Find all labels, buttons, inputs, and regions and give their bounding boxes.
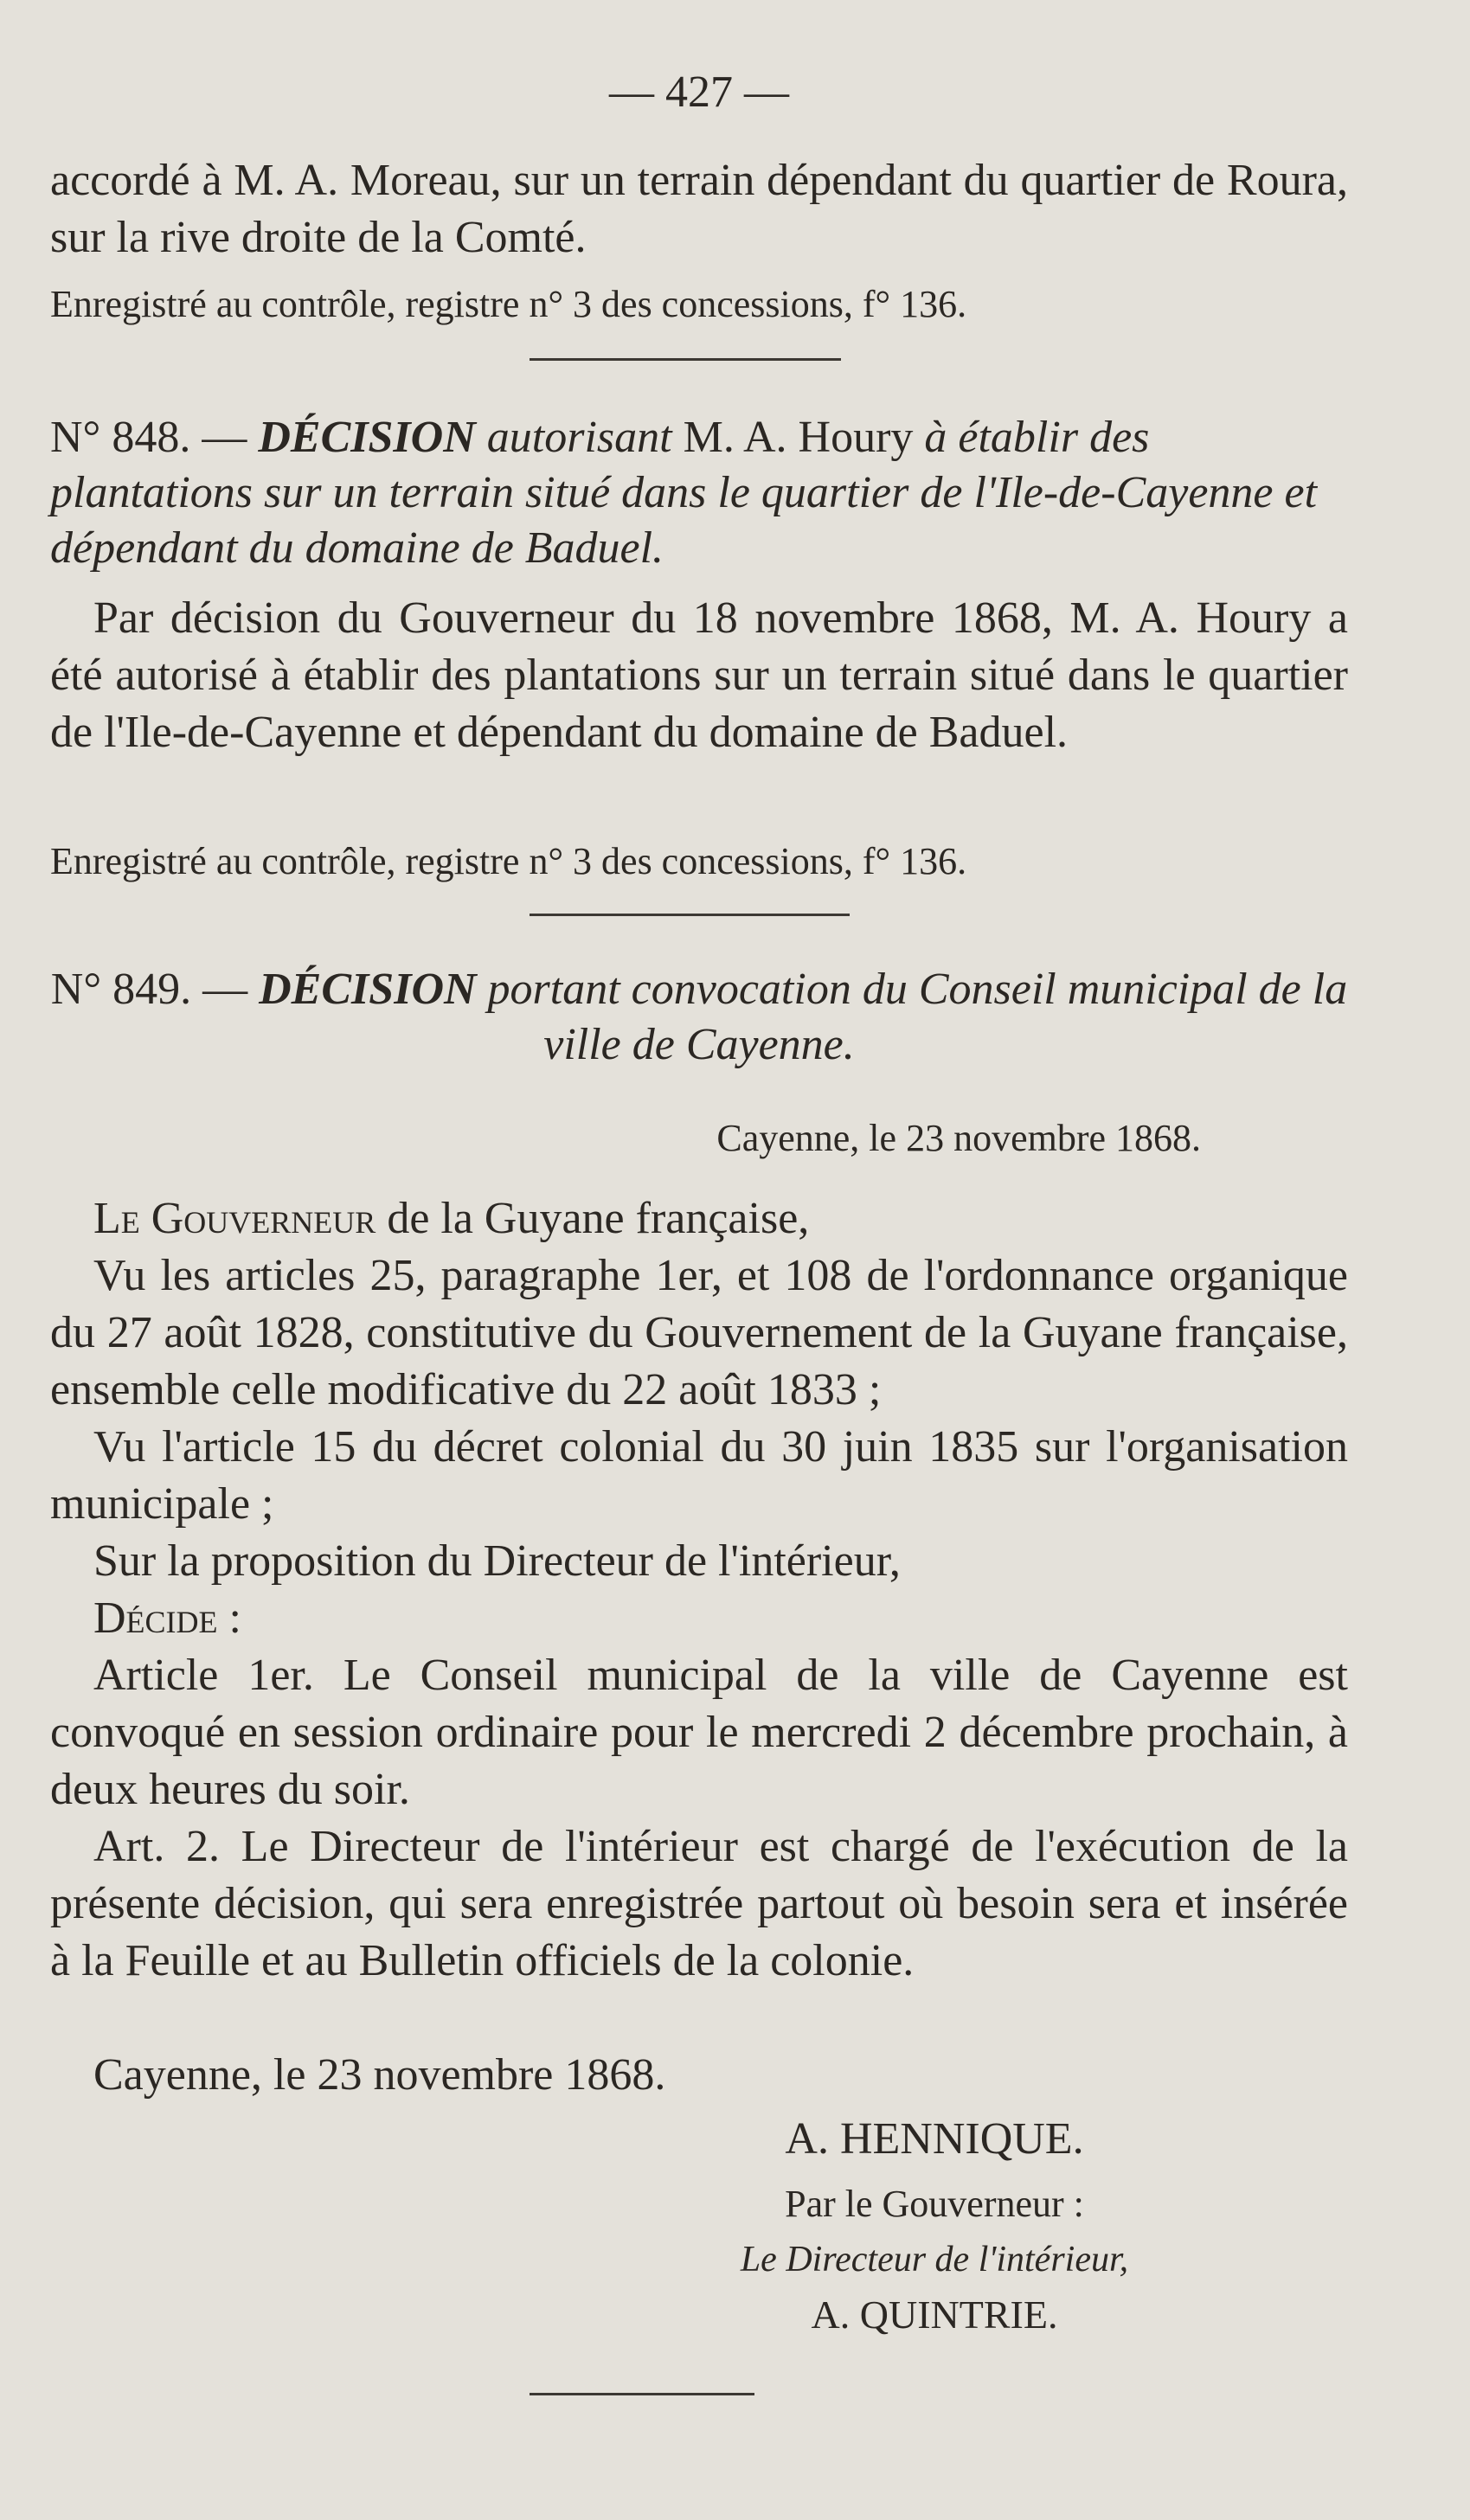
governor-label: Le Gouverneur [93, 1194, 376, 1243]
entry-848-title-b: à établir des plantations sur un terrain situé dans le quartier de l'Ile-de-Cayenne et dépendant du domaine de Baduel. [50, 413, 1318, 573]
signature-governor: A. HENNIQUE. [785, 2114, 1084, 2164]
governor-rest: de la Guyane française, [376, 1194, 810, 1243]
entry-849-decide: Décide : [93, 1593, 241, 1643]
entry-848-registration: Enregistré au contrôle, registre n° 3 des concessions, f° 136. [50, 840, 967, 882]
entry-849-article-2: Art. 2. Le Directeur de l'intérieur est chargé de l'exécution de la présente décision, qui sera enregistrée partout où besoin sera et insérée à la Feuille et au Bulletin officiels de la colonie. [50, 1822, 1348, 1985]
entry-848-title-a: autorisant [475, 413, 684, 462]
entry-849-closing-date: Cayenne, le 23 novembre 1868. [93, 2050, 666, 2100]
separator-rule [530, 358, 841, 361]
entry-849-vu-2: Vu l'article 15 du décret colonial du 30 juin 1835 sur l'organisation municipale ; [50, 1422, 1348, 1529]
separator-rule [530, 2393, 754, 2395]
entry-848-number: N° 848. — [50, 413, 259, 462]
entry-849-governor [50, 1190, 1348, 1247]
previous-entry-text: accordé à M. A. Moreau, sur un terrain dépendant du quartier de Roura, sur la rive droite de la Comté. [50, 156, 1348, 262]
entry-849-number: N° 849. — [50, 965, 260, 1014]
entry-848-header [50, 410, 1348, 576]
entry-849-proposition: Sur la proposition du Directeur de l'intérieur, [93, 1536, 901, 1586]
entry-848-name: M. A. Houry [683, 413, 914, 462]
director-title: Le Directeur de l'intérieur, [740, 2240, 1129, 2280]
entry-849-header [50, 962, 1348, 1073]
entry-849-article-1: Article 1er. Le Conseil municipal de la ville de Cayenne est convoqué en session ordinaire pour le mercredi 2 décembre prochain, à deux heures du soir. [50, 1651, 1348, 1814]
director-name: A. QUINTRIE. [811, 2292, 1058, 2337]
page-number: — 427 — [609, 67, 789, 117]
entry-849-kind: DÉCISION [259, 965, 477, 1014]
entry-848-kind: DÉCISION [258, 413, 476, 462]
entry-849-dateline: Cayenne, le 23 novembre 1868. [716, 1117, 1201, 1159]
entry-848-body: Par décision du Gouverneur du 18 novembre 1868, M. A. Houry a été autorisé à établir des plantations sur un terrain situé dans le quartier de l'Ile-de-Cayenne et dépendant du domaine de Baduel. [50, 593, 1348, 757]
entry-849-vu-1: Vu les articles 25, paragraphe 1er, et 108 de l'ordonnance organique du 27 août 1828, constitutive du Gouvernement de la Guyane française, ensemble celle modificative du 22 août 1833 ; [50, 1251, 1348, 1414]
previous-entry-registration: Enregistré au contrôle, registre n° 3 des concessions, f° 136. [50, 283, 967, 325]
separator-rule [530, 914, 850, 916]
entry-849-title: portant convocation du Conseil municipal de la ville de Cayenne. [476, 965, 1348, 1069]
by-governor-label: Par le Gouverneur : [785, 2183, 1084, 2225]
